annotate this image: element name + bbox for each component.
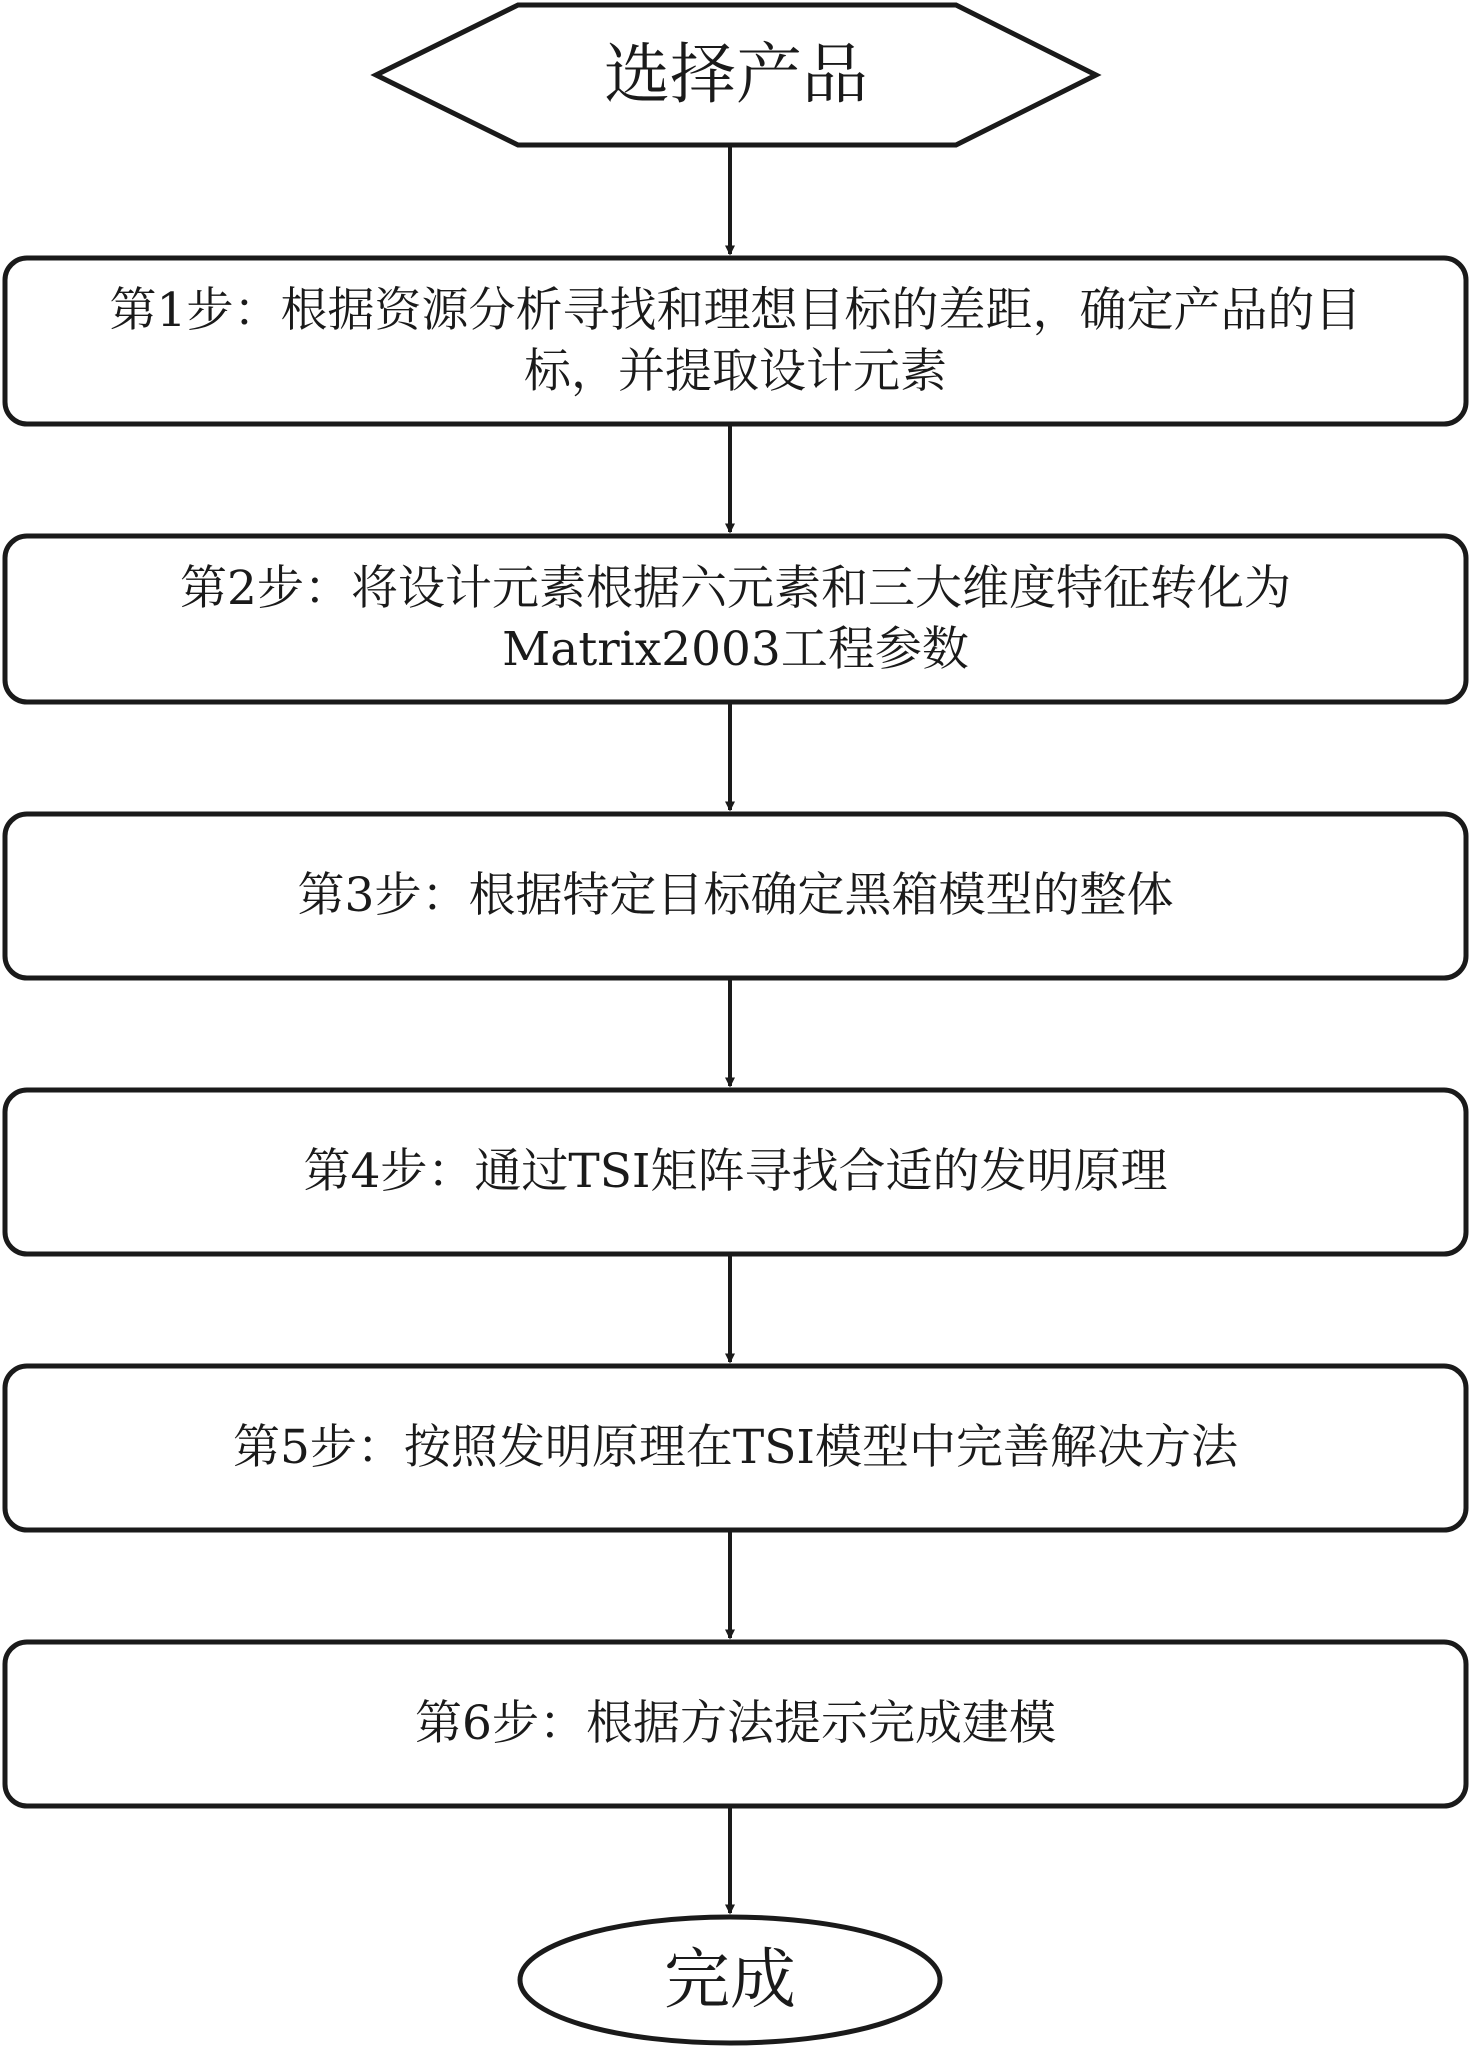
step-5-label: 第5步：按照发明原理在TSI模型中完善解决方法: [232, 1420, 1238, 1476]
step-6-label: 第6步：根据方法提示完成建模: [415, 1696, 1056, 1752]
start-label: 选择产品: [604, 36, 868, 114]
step-2-label: 第2步：将设计元素根据六元素和三大维度特征转化为Matrix2003工程参数: [180, 560, 1291, 677]
end-label: 完成: [664, 1941, 796, 2019]
step-4-label: 第4步：通过TSI矩阵寻找合适的发明原理: [303, 1144, 1168, 1200]
step-1-label: 第1步：根据资源分析寻找和理想目标的差距，确定产品的目标，并提取设计元素: [109, 282, 1362, 399]
step-3-label: 第3步：根据特定目标确定黑箱模型的整体: [297, 868, 1174, 924]
